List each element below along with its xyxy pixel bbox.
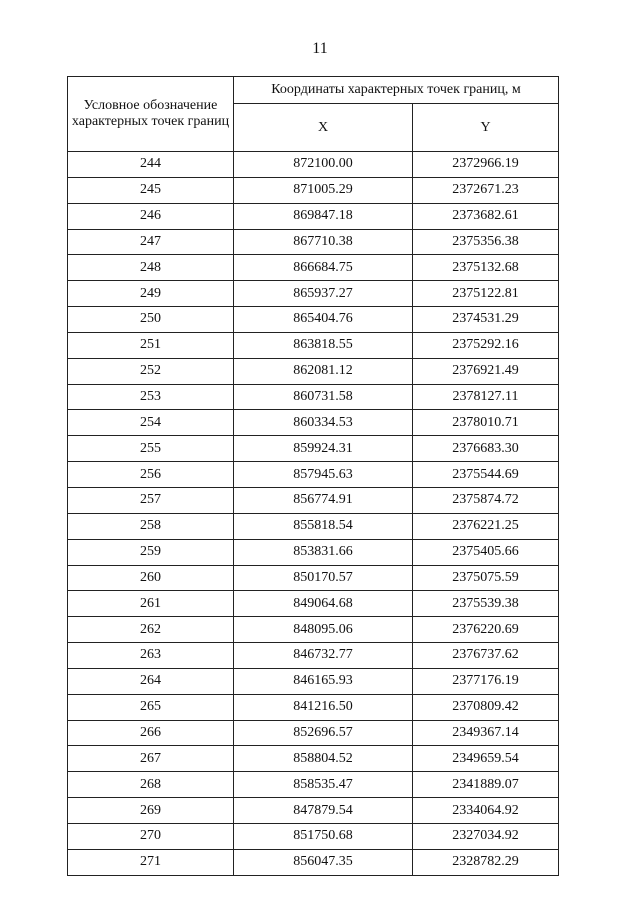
point-number-cell: 271 <box>68 849 234 875</box>
point-number-cell: 269 <box>68 798 234 824</box>
y-coordinate-cell: 2349367.14 <box>413 720 559 746</box>
point-label-header: Условное обозначение характерных точек границ <box>68 77 234 152</box>
page-number: 11 <box>312 40 328 57</box>
table-row <box>68 177 559 203</box>
y-coordinate-cell: 2341889.07 <box>413 772 559 798</box>
x-coordinate-cell: 851750.68 <box>234 823 413 849</box>
point-number-cell: 256 <box>68 462 234 488</box>
x-coordinate-cell: 846165.93 <box>234 668 413 694</box>
point-number-cell: 248 <box>68 255 234 281</box>
y-coordinate-cell: 2378010.71 <box>413 410 559 436</box>
y-coordinate-cell: 2375874.72 <box>413 487 559 513</box>
x-coordinate-cell: 847879.54 <box>234 798 413 824</box>
x-coordinate-cell: 866684.75 <box>234 255 413 281</box>
y-coordinate-cell: 2375122.81 <box>413 281 559 307</box>
table-body <box>68 152 559 876</box>
x-coordinate-cell: 871005.29 <box>234 177 413 203</box>
y-coordinate-cell: 2375356.38 <box>413 229 559 255</box>
y-coordinate-cell: 2375075.59 <box>413 565 559 591</box>
x-coordinate-cell: 858804.52 <box>234 746 413 772</box>
x-coordinate-cell: 865937.27 <box>234 281 413 307</box>
y-coordinate-cell: 2376683.30 <box>413 436 559 462</box>
table-row <box>68 565 559 591</box>
coordinates-table <box>67 76 559 876</box>
x-coordinate-cell: 849064.68 <box>234 591 413 617</box>
x-coordinate-cell: 856047.35 <box>234 849 413 875</box>
x-coordinate-cell: 852696.57 <box>234 720 413 746</box>
table-row <box>68 384 559 410</box>
point-number-cell: 246 <box>68 203 234 229</box>
point-number-cell: 252 <box>68 358 234 384</box>
y-coordinate-cell: 2328782.29 <box>413 849 559 875</box>
point-number-cell: 253 <box>68 384 234 410</box>
x-coordinate-cell: 863818.55 <box>234 332 413 358</box>
table-row <box>68 798 559 824</box>
point-number-cell: 251 <box>68 332 234 358</box>
table-row <box>68 487 559 513</box>
y-coordinate-cell: 2375292.16 <box>413 332 559 358</box>
table-row <box>68 255 559 281</box>
x-coordinate-cell: 862081.12 <box>234 358 413 384</box>
table-row <box>68 643 559 669</box>
y-coordinate-cell: 2376921.49 <box>413 358 559 384</box>
y-coordinate-cell: 2375539.38 <box>413 591 559 617</box>
y-coordinate-cell: 2375132.68 <box>413 255 559 281</box>
y-coordinate-cell: 2374531.29 <box>413 307 559 333</box>
point-number-cell: 267 <box>68 746 234 772</box>
table-row <box>68 746 559 772</box>
point-number-cell: 268 <box>68 772 234 798</box>
point-number-cell: 254 <box>68 410 234 436</box>
table-row <box>68 436 559 462</box>
x-coordinate-cell: 846732.77 <box>234 643 413 669</box>
x-coordinate-cell: 865404.76 <box>234 307 413 333</box>
table-row <box>68 410 559 436</box>
table-row <box>68 772 559 798</box>
table-row <box>68 823 559 849</box>
point-number-cell: 245 <box>68 177 234 203</box>
x-coordinate-cell: 867710.38 <box>234 229 413 255</box>
y-column-header: Y <box>413 104 559 152</box>
x-coordinate-cell: 850170.57 <box>234 565 413 591</box>
point-number-cell: 265 <box>68 694 234 720</box>
y-coordinate-cell: 2377176.19 <box>413 668 559 694</box>
point-number-cell: 249 <box>68 281 234 307</box>
point-number-cell: 257 <box>68 487 234 513</box>
y-coordinate-cell: 2373682.61 <box>413 203 559 229</box>
y-coordinate-cell: 2370809.42 <box>413 694 559 720</box>
table-row <box>68 203 559 229</box>
point-number-cell: 263 <box>68 643 234 669</box>
point-number-cell: 258 <box>68 513 234 539</box>
table-row <box>68 462 559 488</box>
y-coordinate-cell: 2376221.25 <box>413 513 559 539</box>
point-number-cell: 264 <box>68 668 234 694</box>
coordinates-group-header: Координаты характерных точек границ, м <box>234 77 559 104</box>
table-row <box>68 281 559 307</box>
y-coordinate-cell: 2372966.19 <box>413 152 559 178</box>
table-row <box>68 513 559 539</box>
y-coordinate-cell: 2372671.23 <box>413 177 559 203</box>
y-coordinate-cell: 2376737.62 <box>413 643 559 669</box>
x-coordinate-cell: 860731.58 <box>234 384 413 410</box>
point-number-cell: 255 <box>68 436 234 462</box>
x-coordinate-cell: 848095.06 <box>234 617 413 643</box>
table-row <box>68 849 559 875</box>
point-number-cell: 260 <box>68 565 234 591</box>
y-coordinate-cell: 2375544.69 <box>413 462 559 488</box>
point-number-cell: 247 <box>68 229 234 255</box>
x-column-header: X <box>234 104 413 152</box>
point-number-cell: 250 <box>68 307 234 333</box>
x-coordinate-cell: 855818.54 <box>234 513 413 539</box>
table-row <box>68 152 559 178</box>
y-coordinate-cell: 2327034.92 <box>413 823 559 849</box>
x-coordinate-cell: 853831.66 <box>234 539 413 565</box>
y-coordinate-cell: 2334064.92 <box>413 798 559 824</box>
table-row <box>68 694 559 720</box>
table-row <box>68 720 559 746</box>
point-number-cell: 266 <box>68 720 234 746</box>
point-number-cell: 261 <box>68 591 234 617</box>
table-row <box>68 358 559 384</box>
point-number-cell: 270 <box>68 823 234 849</box>
table-header <box>68 77 559 152</box>
table-row <box>68 668 559 694</box>
point-number-cell: 259 <box>68 539 234 565</box>
x-coordinate-cell: 860334.53 <box>234 410 413 436</box>
x-coordinate-cell: 841216.50 <box>234 694 413 720</box>
y-coordinate-cell: 2378127.11 <box>413 384 559 410</box>
table-row <box>68 332 559 358</box>
y-coordinate-cell: 2376220.69 <box>413 617 559 643</box>
x-coordinate-cell: 869847.18 <box>234 203 413 229</box>
table-row <box>68 229 559 255</box>
table-row <box>68 617 559 643</box>
point-number-cell: 262 <box>68 617 234 643</box>
y-coordinate-cell: 2349659.54 <box>413 746 559 772</box>
table-row <box>68 591 559 617</box>
point-number-cell: 244 <box>68 152 234 178</box>
x-coordinate-cell: 858535.47 <box>234 772 413 798</box>
x-coordinate-cell: 857945.63 <box>234 462 413 488</box>
x-coordinate-cell: 872100.00 <box>234 152 413 178</box>
y-coordinate-cell: 2375405.66 <box>413 539 559 565</box>
table-row <box>68 307 559 333</box>
table-row <box>68 539 559 565</box>
x-coordinate-cell: 859924.31 <box>234 436 413 462</box>
x-coordinate-cell: 856774.91 <box>234 487 413 513</box>
